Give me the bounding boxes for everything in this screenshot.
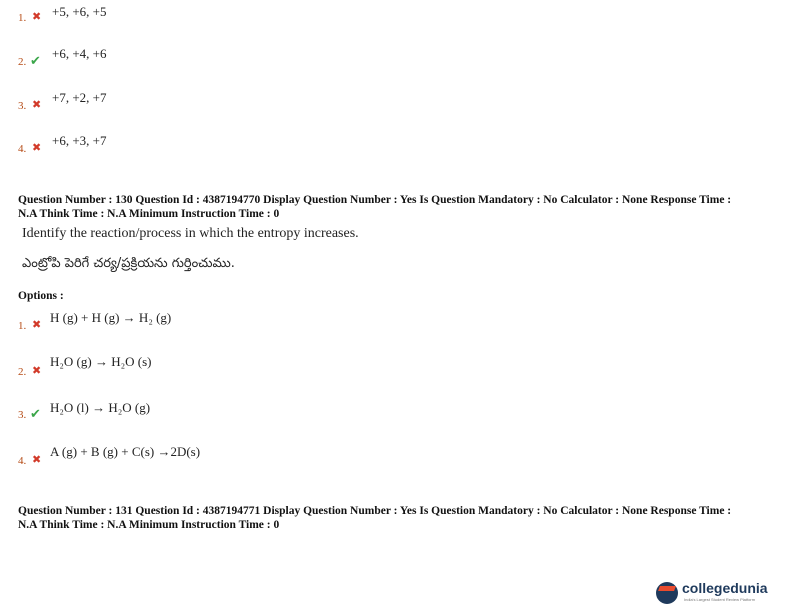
- logo-tagline: India's Largest Student Review Platform: [684, 597, 756, 602]
- question-meta-line: Question Number : 131 Question Id : 4387194771 Display Question Number : Yes Is Question Mandatory : No Calculator : None Response Time :: [18, 505, 732, 517]
- question-meta-line: N.A Think Time : N.A Minimum Instruction Time : 0: [18, 208, 280, 220]
- option-text: H₂O (l) → H₂O (g): [50, 400, 151, 415]
- option-text: +6, +4, +6: [52, 46, 107, 61]
- wrong-mark-icon: ✖: [32, 99, 42, 111]
- correct-check-icon: ✔: [30, 406, 41, 421]
- option-text: H₂O (g) → H₂O (s): [50, 354, 152, 369]
- option-number: 4.: [18, 143, 27, 155]
- question-meta-line: Question Number : 130 Question Id : 4387194770 Display Question Number : Yes Is Question Mandatory : No Calculator : None Response Time :: [18, 194, 732, 206]
- question-text-english: Identify the reaction/process in which the entropy increases.: [22, 226, 359, 241]
- option-number: 4.: [18, 455, 27, 467]
- option-3: [18, 398, 418, 428]
- correct-check-icon: ✔: [30, 53, 41, 68]
- question-meta-line: N.A Think Time : N.A Minimum Instruction Time : 0: [18, 519, 280, 531]
- wrong-mark-icon: ✖: [32, 454, 42, 466]
- option-text: +7, +2, +7: [52, 90, 107, 105]
- option-number: 1.: [18, 12, 27, 24]
- option-text: +5, +6, +5: [52, 4, 107, 19]
- options-label: Options :: [18, 290, 64, 302]
- wrong-mark-icon: ✖: [32, 319, 42, 331]
- wrong-mark-icon: ✖: [32, 365, 42, 377]
- option-number: 1.: [18, 320, 27, 332]
- option-number: 3.: [18, 100, 27, 112]
- question-text-telugu: ఎంట్రోపి పెరిగే చర్య/ప్రక్రియను గుర్తించుము.: [22, 256, 235, 271]
- option-text: A (g) + B (g) + C(s) →2D(s): [50, 444, 201, 459]
- question-header: [18, 193, 778, 221]
- option-text: +6, +3, +7: [52, 133, 107, 148]
- prev-option-4: [18, 133, 418, 163]
- wrong-mark-icon: ✖: [32, 142, 42, 154]
- option-1: [18, 308, 418, 338]
- logo-brand: collegedunia: [682, 580, 768, 596]
- option-text: H (g) + H (g) → H₂ (g): [50, 310, 172, 325]
- option-number: 2.: [18, 56, 27, 68]
- prev-option-3: [18, 90, 418, 120]
- option-2: [18, 352, 418, 382]
- option-4: [18, 442, 418, 472]
- wrong-mark-icon: ✖: [32, 11, 42, 23]
- option-number: 2.: [18, 366, 27, 378]
- graduation-cap-icon: [656, 582, 678, 604]
- question-header: [18, 504, 778, 532]
- collegedunia-logo: [656, 580, 786, 606]
- prev-option-2: [18, 46, 418, 76]
- option-number: 3.: [18, 409, 27, 421]
- prev-option-1: [18, 4, 418, 34]
